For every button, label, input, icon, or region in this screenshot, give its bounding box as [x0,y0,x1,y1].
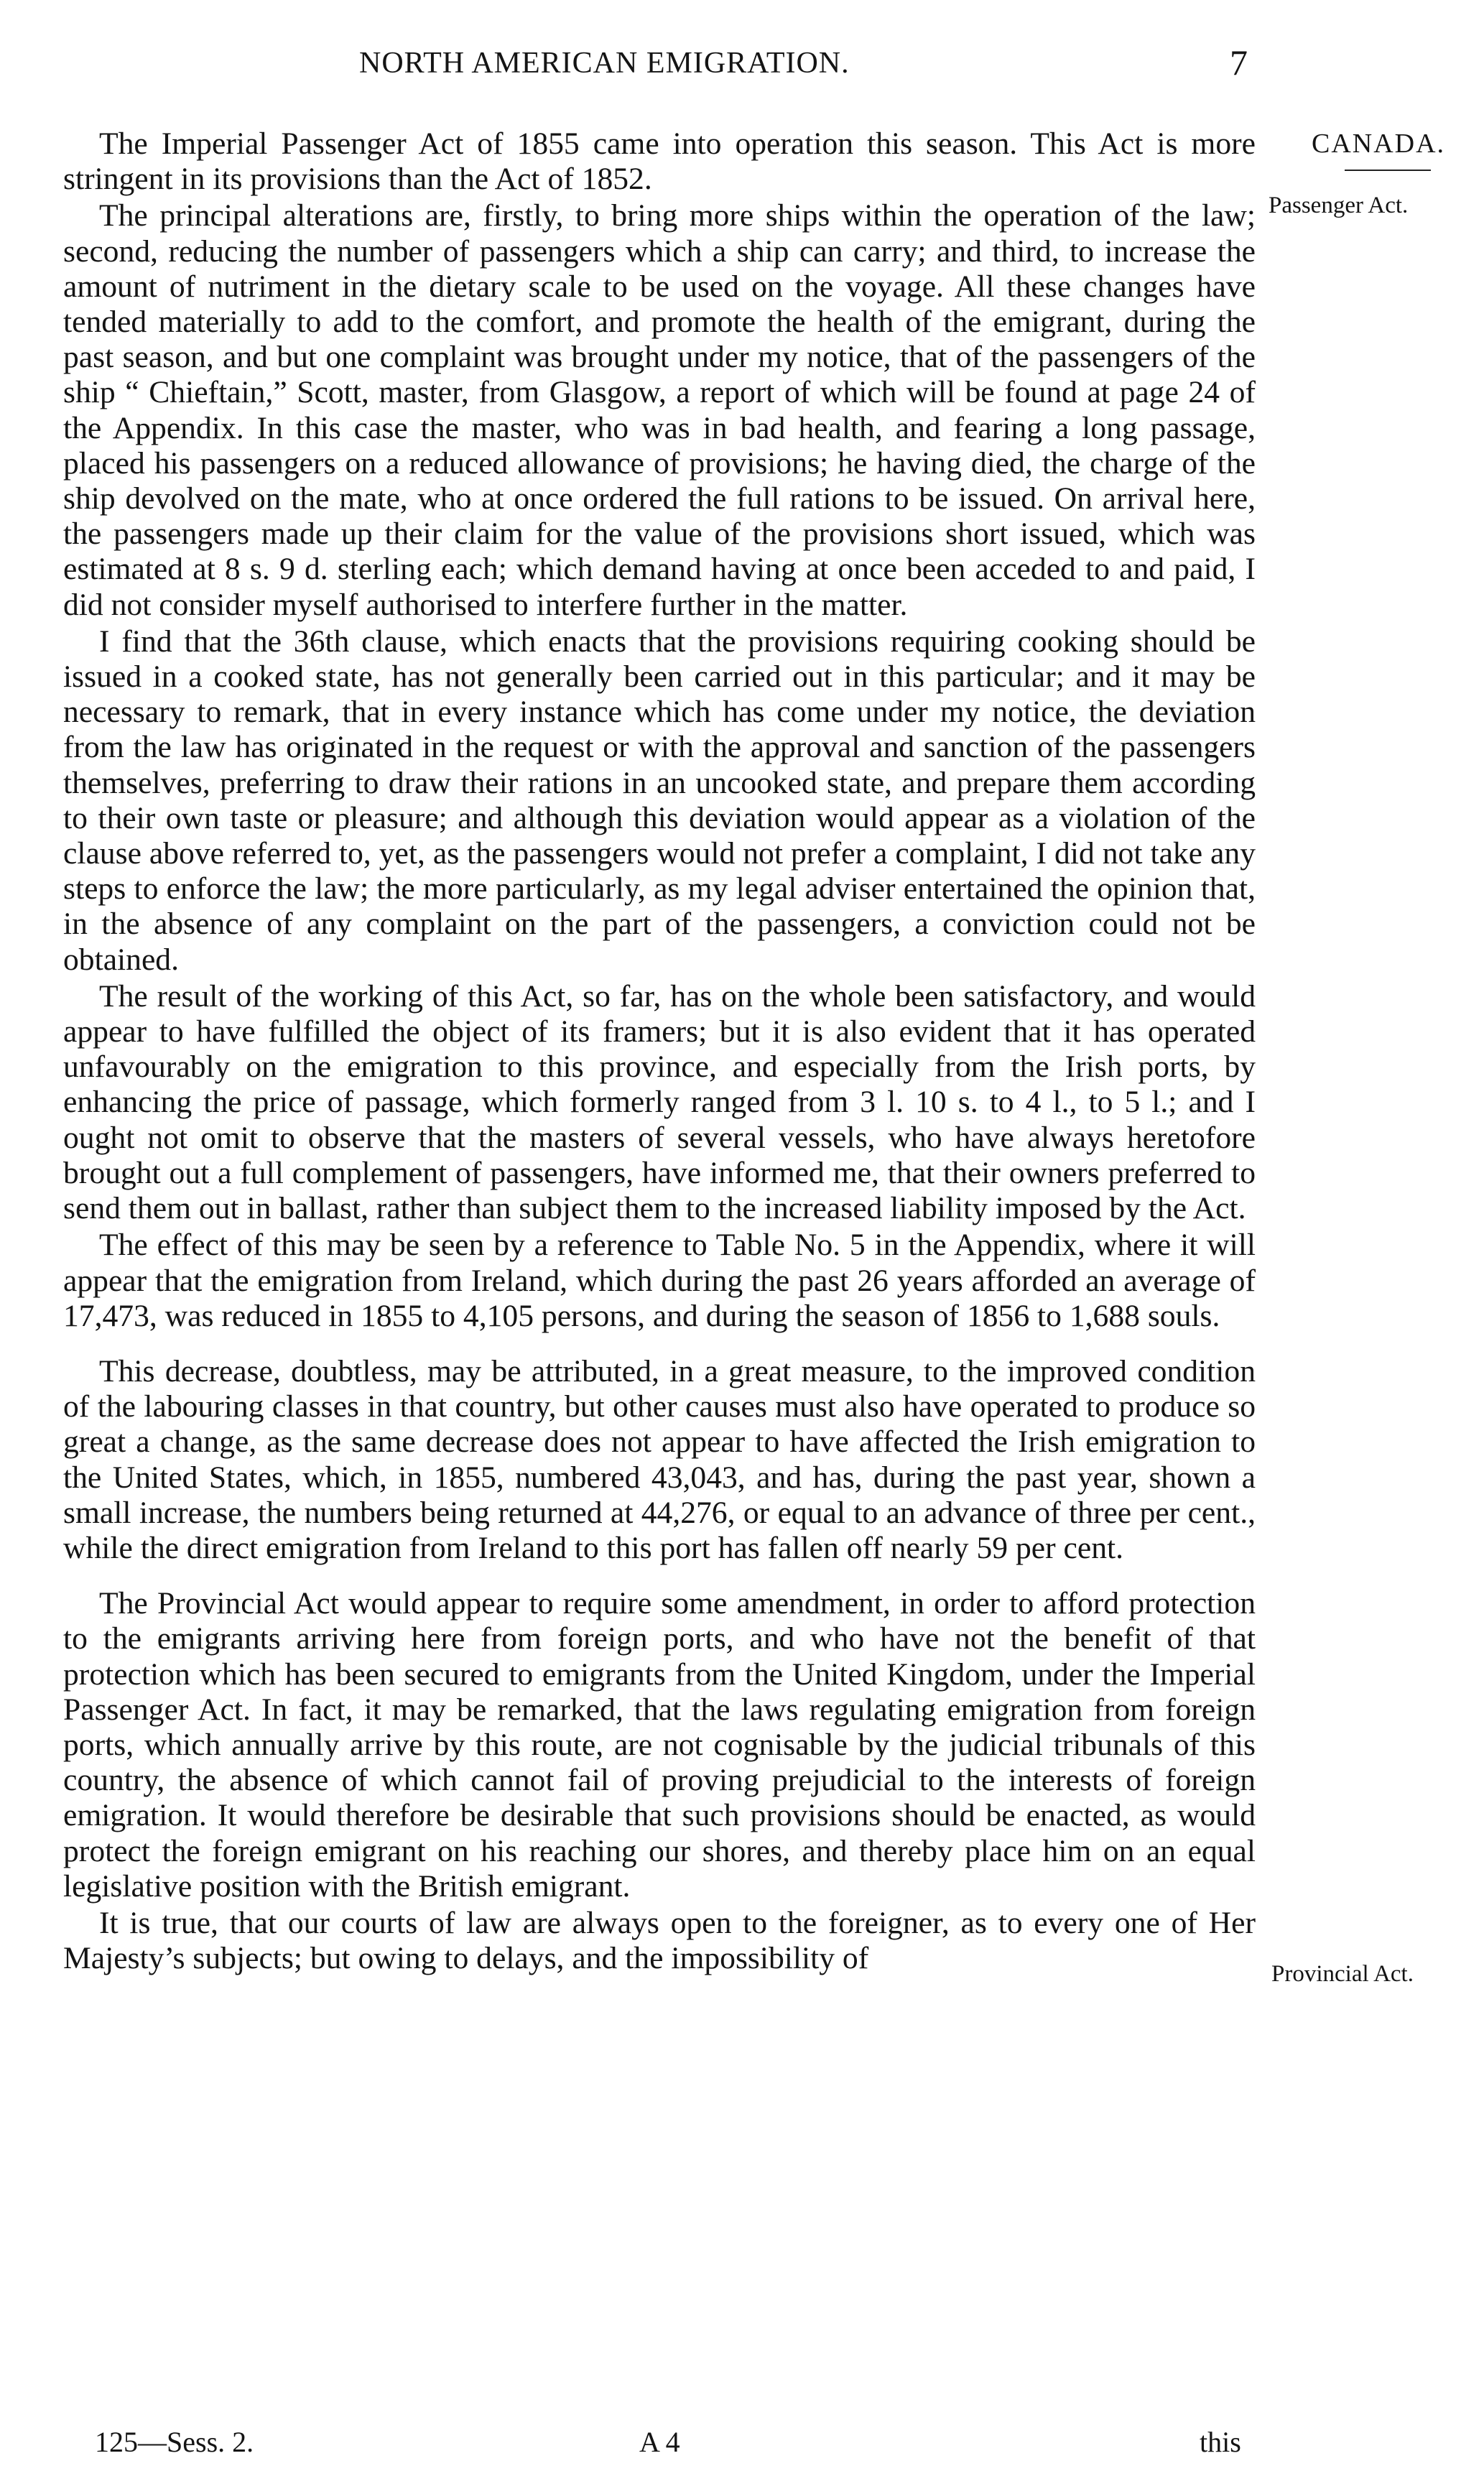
margin-note-passenger-act: Passenger Act. [1269,193,1409,218]
footer-session: 125—Sess. 2. [95,2426,254,2458]
paragraph-effect-table: The effect of this may be seen by a reference to Table No. 5 in the Appendix, where it will appear that the emigration from Ireland, which during the past 26 years afforded an average of 17,473, was reduced in 1855 to 4,105 persons, and during the season of 1856 to 1,688 souls. [63,1228,1256,1333]
paragraph-decrease: This decrease, doubtless, may be attributed, in a great measure, to the improved condition of the labouring classes in that country, but other causes must also have operated to produce so great a change, as the same decrease does not appear to have affected the Irish emigration to the United States, which, in 1855, numbered 43,043, and has, during the past year, shown a small increase, the numbers being returned at 44,276, or equal to an advance of three per cent., while the direct emigration from Ireland to this port has fallen off nearly 59 per cent. [63,1353,1256,1565]
margin-note-rule [1345,170,1431,171]
paragraph-provincial-act: The Provincial Act would appear to require some amendment, in order to afford protection to the emigrants arriving here from foreign ports, and who have not the benefit of that protection which has been secured to emigrants from the United Kingdom, under the Imperial Passenger Act. In fact, it may be remarked, that the laws regulating emigration from foreign ports, which annually arrive by this route, are not cognisable by the judicial tribunals of this country, the absence of which cannot fail of proving prejudicial to the interests of foreign emigration. It would therefore be desirable that such provisions should be enacted, as would protect the foreign emigrant on his reaching our shores, and thereby place him on an equal legislative position with the British emigrant. [63,1586,1256,1904]
running-head-title: NORTH AMERICAN EMIGRATION. [359,47,850,80]
paragraph-imperial-act: The Imperial Passenger Act of 1855 came into operation this season. This Act is more stringent in its provisions than the Act of 1852. [63,126,1256,197]
paragraph-result-of-act: The result of the working of this Act, so far, has on the whole been satisfactory, and would appear to have fulfilled the object of its framers; but it is also evident that it has operated unfavourably on the emigration to this province, and especially from the Irish ports, by enhancing the price of passage, which formerly ranged from 3 l. 10 s. to 4 l., to 5 l.; and I ought not omit to observe that the masters of several vessels, who have always heretofore brought out a full complement of passengers, have informed me, that their owners preferred to send them out in ballast, rather than subject them to the increased liability imposed by the Act. [63,978,1256,1226]
margin-note-provincial-act: Provincial Act. [1271,1961,1414,1987]
page-number: 7 [1230,42,1248,83]
body-text [63,126,1256,1976]
paragraph-courts-of-law: It is true, that our courts of law are always open to the foreigner, as to every one of Her Majesty’s subjects; but owing to delays, and the impossibility of [63,1905,1256,1976]
paragraph-36th-clause: I find that the 36th clause, which enacts that the provisions requiring cooking should be issued in a cooked state, has not generally been carried out in this particular; and it may be necessary to remark, that in every instance which has come under my notice, the deviation from the law has originated in the request or with the approval and sanction of the passengers themselves, preferring to draw their rations in an uncooked state, and prepare them according to their own taste or pleasure; and although this deviation would appear as a violation of the clause above referred to, yet, as the passengers would not prefer a complaint, I did not take any steps to enforce the law; the more particularly, as my legal adviser entertained the opinion that, in the absence of any complaint on the part of the passengers, a conviction could not be obtained. [63,624,1256,977]
paragraph-principal-alterations: The principal alterations are, firstly, to bring more ships within the operation of the law; second, reducing the number of passengers which a ship can carry; and third, to increase the amount of nutriment in the dietary scale to be used on the voyage. All these changes have tended materially to add to the comfort, and promote the health of the emigrant, during the past season, and but one complaint was brought under my notice, that of the passengers of the ship “ Chieftain,” Scott, master, from Glasgow, a report of which will be found at page 24 of the Appendix. In this case the master, who was in bad health, and fearing a long passage, placed his passengers on a reduced allowance of provisions; he having died, the charge of the ship devolved on the mate, who at once ordered the full rations to be issued. On arrival here, the passengers made up their claim for the value of the provisions short issued, which was estimated at 8 s. 9 d. sterling each; which demand having at once been acceded to and paid, I did not consider myself authorised to interfere further in the matter. [63,198,1256,622]
footer-signature-mark: A 4 [639,2426,680,2458]
footer-catchword: this [1200,2426,1241,2458]
margin-note-canada: CANADA. [1312,129,1446,159]
